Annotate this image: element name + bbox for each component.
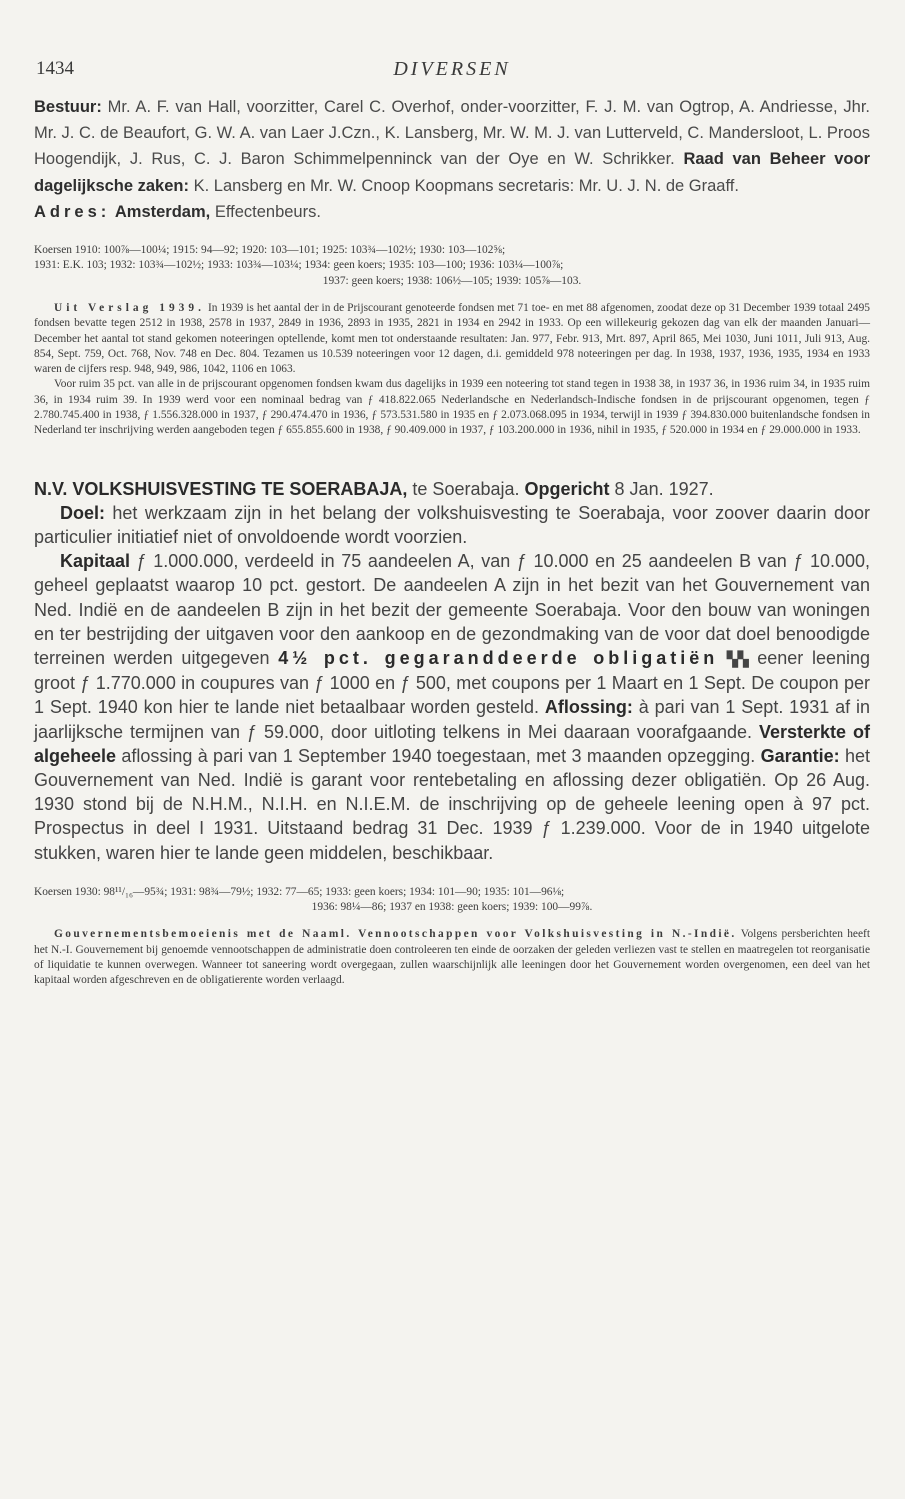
company-place: te Soerabaja. bbox=[412, 478, 520, 499]
verslag-text-1: In 1939 is het aantal der in de Prijscourant genoteerde fondsen met 71 toe- en met 88 afgenomen, zoodat deze op 31 December 1939 totaal 2495 fondsen bevatte tegen 2512 in 1938, 2578 in 1937, 2849 in 1936, 2893 in 1935, 2821 in 1934 en 2942 in 1933. Op een willekeurig gekozen dag van elk der maanden Januari—December het aantal tot stand gekomen noteeringen optellende, komt men tot onderstaande resultaten: Jan. 977, Febr. 913, Mrt. 897, April 865, Mei 1030, Juni 1011, Juli 913, Aug. 854, Sept. 759, Oct. 768, Nov. 748 en Dec. 804. Tezamen us 10.539 noteeringen voor 12 dagen, d.i. gemiddeld 978 noteeringen per dag. In 1938, 1937, 1936, 1935, 1934 en 1933 waren de cijfers resp. 948, 949, 986, 1042, 1106 en 1063. bbox=[34, 301, 870, 376]
bestuur-label: Bestuur: bbox=[34, 98, 102, 116]
obligaties-label: 4½ pct. gegaranddeerde obligatiën bbox=[278, 648, 719, 668]
verslag-paragraph-1 bbox=[34, 301, 870, 377]
doel-paragraph bbox=[34, 501, 870, 549]
volkshuisvesting-heading bbox=[34, 477, 870, 501]
koersen-block-1 bbox=[34, 243, 870, 289]
page-number: 1434 bbox=[36, 58, 74, 79]
koersen-1-line-3: 1937: geen koers; 1938: 106½—105; 1939: 105⅞—103. bbox=[322, 274, 582, 287]
koersen-1-line-2: 1931: E.K. 103; 1932: 103¾—102½; 1933: 103¾—103¼; 1934: geen koers; 1935: 103—100; 1936: 103¼—100⅞; bbox=[34, 259, 564, 272]
gouvernement-label: Gouvernementsbemoeienis met de Naaml. Vennootschappen voor Volkshuisvesting in N.-Indië. bbox=[54, 928, 737, 941]
aflossing-text: à pari van 1 Sept. 1931 af in jaarlijksche termijnen van ƒ 59.000, door uitloting telkens in Mei daaraan voorafgaande. bbox=[34, 697, 870, 742]
adres-line bbox=[34, 199, 870, 225]
opgericht-date: 8 Jan. 1927. bbox=[614, 478, 714, 499]
kapitaal-text: ƒ 1.000.000, verdeeld in 75 aandeelen A, van ƒ 10.000 en 25 aandeelen B van ƒ 10.000, geheel geplaatst waarop 10 pct. gestort. De aandeelen A zijn in het bezit van het Gouvernement van Ned. Indië en de aandeelen B zijn in het bezit der gemeente Soerabaja. Voor den bouw van woningen en ter bestrijding der uitgaven voor den aankoop en de gezondmaking van de voor dat doel benoodigde terreinen werden uitgegeven bbox=[34, 551, 870, 668]
document-page bbox=[34, 58, 870, 989]
bestuur-paragraph bbox=[34, 94, 870, 199]
guarantee-mark-icon: ▚▚ bbox=[727, 651, 749, 667]
doel-label: Doel: bbox=[60, 502, 105, 523]
koersen-2-line-1: Koersen 1930: 98¹¹/₁₆—95¾; 1931: 98¾—79½; 1932: 77—65; 1933: geen koers; 1934: 101—90; 1935: 101—96⅛; bbox=[34, 885, 565, 898]
koersen-1-line-1: Koersen 1910: 100⅞—100¼; 1915: 94—92; 1920: 103—101; 1925: 103¾—102½; 1930: 103—102⅝; bbox=[34, 244, 506, 257]
gouvernement-paragraph bbox=[34, 927, 870, 988]
running-title: DIVERSEN bbox=[393, 58, 511, 80]
garantie-text: het Gouvernement van Ned. Indië is garant voor rentebetaling en aflossing dezer obligatiën. Op 26 Aug. 1930 stond bij de N.H.M., N.I.H. en N.I.E.M. de inschrijving op de geheele leening open à 97 pct. Prospectus in deel I 1931. Uitstaand bedrag 31 Dec. 1939 ƒ 1.239.000. Voor de in 1940 uitgelote stukken, waren hier te lande geen middelen, beschikbaar. bbox=[34, 745, 870, 863]
adres-label: Adres: bbox=[34, 202, 111, 221]
kapitaal-paragraph bbox=[34, 549, 870, 865]
doel-text: het werkzaam zijn in het belang der volkshuisvesting te Soerabaja, voor zoover daarin door particulier initiatief niet of onvoldoende wordt voorzien. bbox=[34, 502, 870, 547]
raad-label: Raad van Beheer voor dagelijksche zaken: bbox=[34, 150, 870, 195]
koersen-block-2 bbox=[34, 885, 870, 916]
koersen-2-line-2: 1936: 98¼—86; 1937 en 1938: geen koers; 1939: 100—99⅞. bbox=[311, 901, 593, 914]
versterkte-label: Versterkte of algeheele bbox=[34, 721, 870, 766]
gouvernement-text: Volgens persberichten heeft het N.-I. Gouvernement bij genoemde vennootschappen de administratie doen controleeren ten einde de oorzaken der geleden verliezen vast te stellen en maatregelen tot reorganisatie of liquidatie te kunnen overwegen. Wanneer tot saneering wordt overgegaan, zullen waarschijnlijk alle leeningen door het Gouvernement worden overgenomen, een deel van het kapitaal worden afgeschreven en de obligatierente worden verlaagd. bbox=[34, 928, 870, 987]
verslag-label: Uit Verslag 1939. bbox=[54, 301, 205, 314]
verslag-paragraph-2: Voor ruim 35 pct. van alle in de prijscourant opgenomen fondsen kwam dus dagelijks in 1939 een noteering tot stand tegen in 1938 38, in 1937 36, in 1936 ruim 34, in 1935 ruim 36, in 1934 ruim 39. In 1939 werd voor een nominaal bedrag van ƒ 418.822.065 Nederlandsche en Nederlandsch-Indische fondsen in de prijscourant opgenomen, tegen ƒ 2.780.745.400 in 1938, ƒ 1.556.328.000 in 1937, ƒ 290.474.470 in 1936, ƒ 573.531.580 in 1935 en ƒ 2.073.068.095 in 1934, terwijl in 1939 ƒ 394.830.000 buitenlandsche fondsen in Nederland ter inschrijving werden aangeboden tegen ƒ 655.855.600 in 1938, ƒ 90.409.000 in 1937, ƒ 103.200.000 in 1936, nihil in 1935, ƒ 520.000 in 1934 en ƒ 29.000.000 in 1933. bbox=[34, 378, 870, 437]
opgericht-label: Opgericht bbox=[524, 478, 610, 499]
garantie-label: Garantie: bbox=[760, 745, 840, 766]
raad-text: K. Lansberg en Mr. W. Cnoop Koopmans secretaris: Mr. U. J. N. de Graaff. bbox=[193, 176, 739, 195]
aflossing-label: Aflossing: bbox=[544, 697, 633, 718]
company-title: N.V. VOLKSHUISVESTING TE SOERABAJA, bbox=[34, 478, 408, 499]
adres-text: Effectenbeurs. bbox=[214, 202, 321, 221]
obligaties-text: eener leening groot ƒ 1.770.000 in coupures van ƒ 1000 en ƒ 500, met coupons per 1 Maart en 1 Sept. De coupon per 1 Sept. 1940 kon hier te lande niet betaalbaar worden gesteld. bbox=[34, 648, 870, 718]
adres-value: Amsterdam, bbox=[114, 202, 211, 221]
versterkte-text: aflossing à pari van 1 September 1940 toegestaan, met 3 maanden opzegging. bbox=[121, 745, 756, 766]
bestuur-text: Mr. A. F. van Hall, voorzitter, Carel C. Overhof, onder-voorzitter, F. J. M. van Ogtrop, A. Andriesse, Jhr. Mr. J. C. de Beaufort, G. W. A. van Laer J.Czn., K. Lansberg, Mr. W. M. J. van Lutterveld, C. Mandersloot, L. Proos Hoogendijk, J. Rus, C. J. Baron Schimmelpenninck van der Oye en W. Schrikker. bbox=[34, 98, 870, 169]
page-header bbox=[34, 58, 870, 88]
kapitaal-label: Kapitaal bbox=[60, 551, 131, 572]
